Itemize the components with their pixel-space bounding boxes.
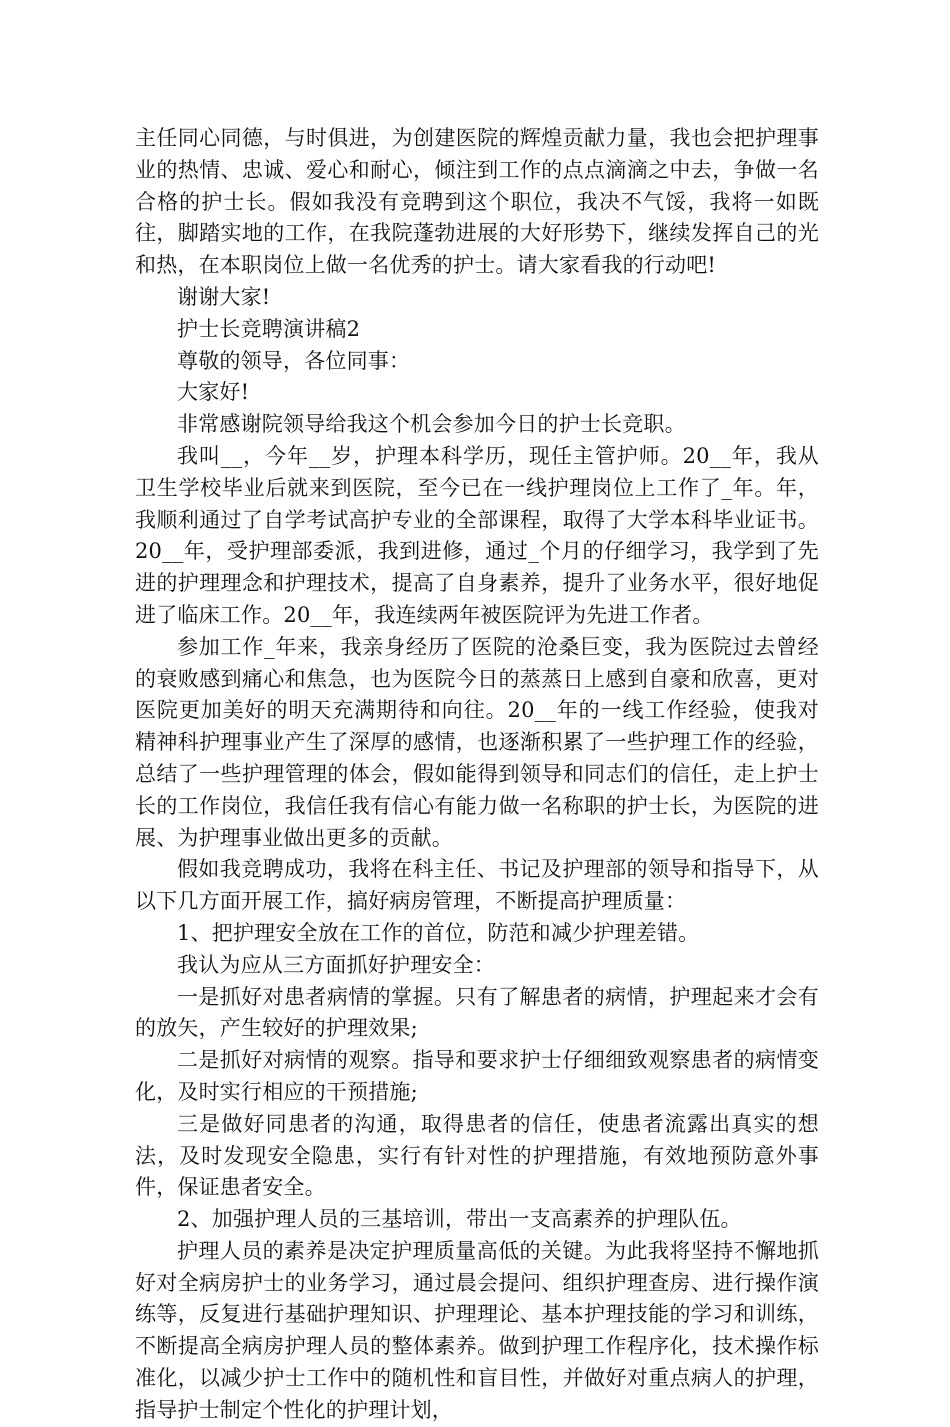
- paragraph-safety-3: 三是做好同患者的沟通，取得患者的信任，使患者流露出真实的想法，及时发现安全隐患，实行有针对性的护理措施，有效地预防意外事件，保证患者安全。: [135, 1111, 819, 1200]
- greeting: 大家好!: [177, 380, 250, 405]
- paragraph-continuation: 主任同心同德，与时俱进，为创建医院的辉煌贡献力量，我也会把护理事业的热情、忠诚、爱心和耐心，倾注到工作的点点滴滴之中去，争做一名合格的护士长。假如我没有竞聘到这个职位，我决不气馁，我将一如既往，脚踏实地的工作，在我院蓬勃进展的大好形势下，继续发挥自己的光和热，在本职岗位上做一名优秀的护士。请大家看我的行动吧!: [135, 126, 819, 278]
- plan-item-2-heading: 2、加强护理人员的三基培训，带出一支高素养的护理队伍。: [177, 1207, 742, 1232]
- document-body: [135, 123, 819, 1427]
- paragraph-safety-1: 一是抓好对患者病情的掌握。只有了解患者的病情，护理起来才会有的放矢，产生较好的护理效果;: [135, 984, 819, 1041]
- paragraph-training: 护理人员的素养是决定护理质量高低的关键。为此我将坚持不懈地抓好对全病房护士的业务学习，通过晨会提问、组织护理查房、进行操作演练等，反复进行基础护理知识、护理理论、基本护理技能的学习和训练，不断提高全病房护理人员的整体素养。做到护理工作程序化，技术操作标准化，以减少护士工作中的随机性和盲目性，并做好对重点病人的护理，指导护士制定个性化的护理计划，: [135, 1238, 819, 1422]
- paragraph-safety-intro: 我认为应从三方面抓好护理安全：: [177, 952, 495, 977]
- paragraph-opening: 非常感谢院领导给我这个机会参加今日的护士长竞职。: [177, 412, 686, 437]
- paragraph-safety-2: 二是抓好对病情的观察。指导和要求护士仔细细致观察患者的病情变化，及时实行相应的干预措施;: [135, 1048, 819, 1104]
- speech-title: 护士长竞聘演讲稿2: [177, 316, 361, 341]
- salutation: 尊敬的领导，各位同事：: [177, 348, 411, 373]
- paragraph-plan-intro: 假如我竞聘成功，我将在科主任、书记及护理部的领导和指导下，从以下几方面开展工作，搞好病房管理，不断提高护理质量：: [135, 857, 819, 914]
- paragraph-experience: 参加工作_年来，我亲身经历了医院的沧桑巨变，我为医院过去曾经的衰败感到痛心和焦急，也为医院今日的蒸蒸日上感到自豪和欣喜，更对医院更加美好的明天充满期待和向往。20__年的一线工作经验，使我对精神科护理事业产生了深厚的感情，也逐渐积累了一些护理工作的经验，总结了一些护理管理的体会，假如能得到领导和同志们的信任，走上护士长的工作岗位，我信任我有信心有能力做一名称职的护士长，为医院的进展、为护理事业做出更多的贡献。: [135, 634, 819, 850]
- paragraph-thanks: 谢谢大家!: [177, 284, 271, 309]
- plan-item-1-heading: 1、把护理安全放在工作的首位，防范和减少护理差错。: [177, 920, 700, 945]
- paragraph-self-intro: 我叫__，今年__岁，护理本科学历，现任主管护师。20__年，我从卫生学校毕业后就来到医院，至今已在一线护理岗位上工作了_年。年，我顺利通过了自学考试高护专业的全部课程，取得了大学本科毕业证书。20__年，受护理部委派，我到进修，通过_个月的仔细学习，我学到了先进的护理理念和护理技术，提高了自身素养，提升了业务水平，很好地促进了临床工作。20__年，我连续两年被医院评为先进工作者。: [135, 443, 819, 627]
